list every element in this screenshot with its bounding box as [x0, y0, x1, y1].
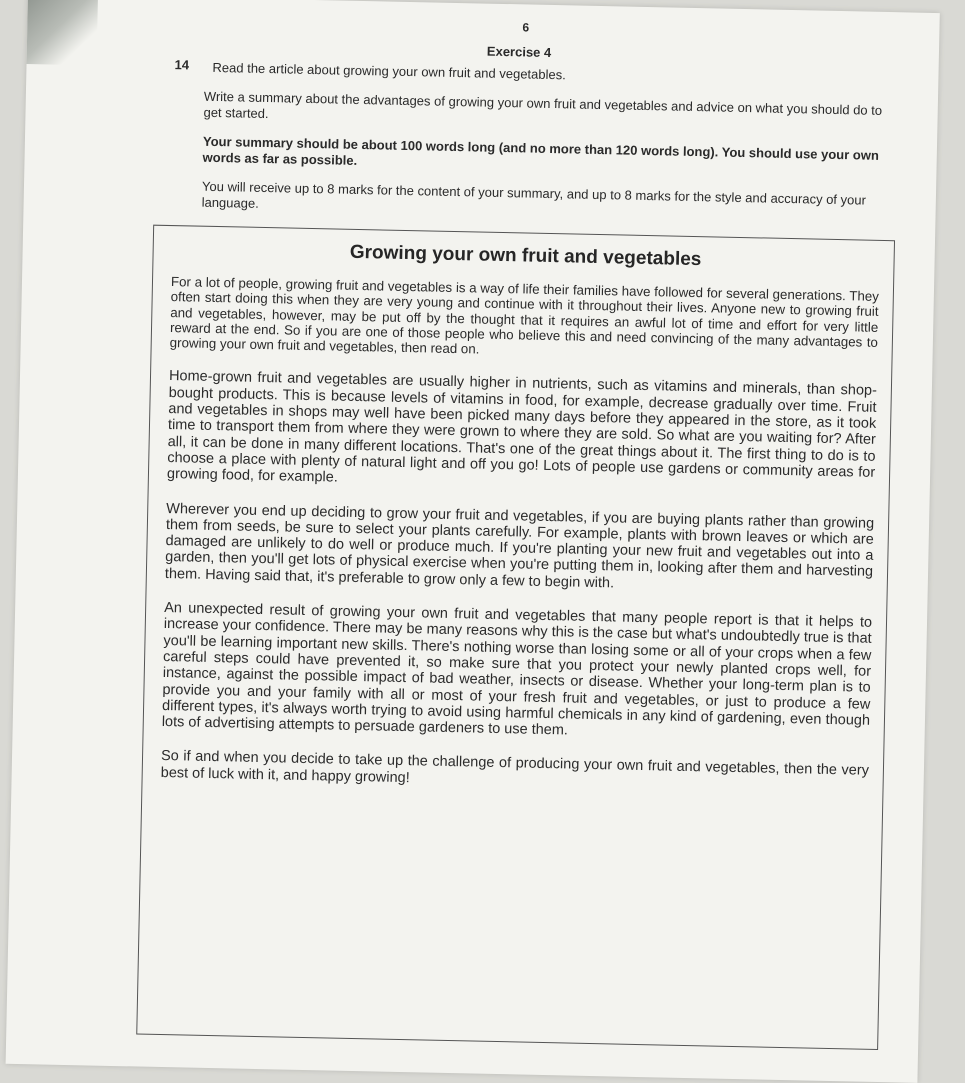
- article-paragraph-3: Wherever you end up deciding to grow your fruit and vegetables, if you are buying plants rather than growing them from seeds, be sure to select your plants carefully. For example, plants with brown leaves or which are damaged are unlikely to do well or produce much. If you're planting your new fruit and vegetables out into a garden, then you'll get lots of physical exercise when you're putting them in, looking after them and harvesting them. Having said that, it's preferable to grow only a few to begin with.: [164, 500, 875, 592]
- marks-instruction: You will receive up to 8 marks for the content of your summary, and up to 8 marks for the style and accuracy of your language.: [201, 178, 867, 211]
- article-title: Growing your own fruit and vegetables: [349, 241, 702, 271]
- article-box: [136, 225, 895, 1050]
- article-body: [161, 274, 879, 796]
- question-number: 14: [174, 57, 190, 73]
- read-instruction: Read the article about growing your own fruit and vegetables.: [212, 59, 566, 83]
- page-corner-shadow: [27, 0, 98, 65]
- article-paragraph-1: For a lot of people, growing fruit and vegetables is a way of life their families have followed for several generations. They often start doing this when they are very young and continue with it throughout their lives. Anyone new to growing fruit and vegetables, however, may be put off by the thought that it requires an awful lot of time and effort for very little reward at the end. So if you are one of those people who believe this and need convincing of the many advantages to growing your own fruit and vegetables, then read on.: [169, 274, 880, 357]
- exercise-title: Exercise 4: [486, 43, 552, 60]
- length-instruction: Your summary should be about 100 words long (and no more than 120 words long). You should use your own words as far as possible.: [202, 133, 880, 168]
- article-paragraph-5: So if and when you decide to take up the challenge of producing your own fruit and vegetables, then the very best of luck with it, and happy growing!: [160, 748, 870, 786]
- article-paragraph-2: Home-grown fruit and vegetables are usually higher in nutrients, such as vitamins and minerals, than shop-bought products. This is because levels of vitamins in food, for example, decrease gradually over time. Fruit and vegetables in shops may well have been picked many days before they appeared in the store, as it took time to transport them from where they were grown to where they are sold. So what are you waiting for? After all, it can be done in many different locations. That's one of the great things about it. The first thing to do is to choose a place with plenty of natural light and off you go! Lots of people use gardens or community areas for growing food, for example.: [166, 368, 878, 486]
- question-instructions: [201, 60, 894, 238]
- article-paragraph-4: An unexpected result of growing your own fruit and vegetables that many people report is that it helps to increase your confidence. There may be many reasons why this is the case but what's undoubtedly true is that you'll be learning important new skills. There's nothing worse than losing some or all of your crops when a few careful steps could have prevented it, so make sure that you protect your newly planted crops well, for instance, against the possible impact of bad weather, insects or disease. Whether your long-term plan is to provide you and your family with all or most of your fresh fruit and vegetables, or just to produce a few different types, it's always worth trying to avoid using harmful chemicals in any kind of gardening, even though lots of advertising attempts to persuade gardeners to use them.: [161, 600, 873, 739]
- page-number: 6: [522, 20, 530, 35]
- summary-instruction: Write a summary about the advantages of growing your own fruit and vegetables and advice on what you should do to get started.: [203, 88, 883, 122]
- worksheet-page: [6, 0, 940, 1083]
